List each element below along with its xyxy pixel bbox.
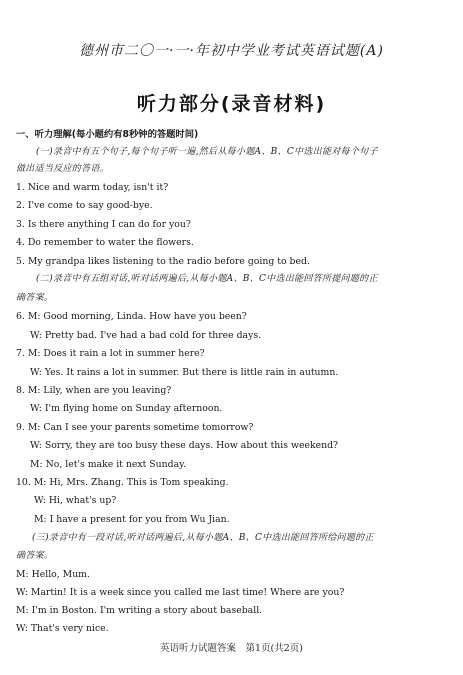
part-title: 听力部分(录音材料) <box>136 93 327 115</box>
section-heading: 一、听力理解(每小题约有8秒钟的答题时间) <box>16 129 199 140</box>
dialog-line: 7. M: Does it rain a lot in summer here? <box>16 348 205 359</box>
dialog-line: W: Martin! It is a week since you called me last time! Where are you? <box>16 587 345 598</box>
dialog-line: W: I'm flying home on Sunday afternoon. <box>30 403 223 414</box>
dialog-line: 8. M: Lily, when are you leaving? <box>16 385 172 396</box>
page-footer: 英语听力试题答案 第1页(共2页) <box>159 643 303 654</box>
question-2: 2. I've come to say good-bye. <box>16 200 153 211</box>
instruction-2-line-1: (二)录音中有五组对话,听对话两遍后,从每小题A、B、C中选出能回答所提问题的正 <box>36 274 378 284</box>
dialog-line: M: No, let's make it next Sunday. <box>30 459 187 470</box>
question-3: 3. Is there anything I can do for you? <box>16 219 191 230</box>
dialog-line: M: Hello, Mum. <box>16 569 90 580</box>
instruction-1-line-1: (一)录音中有五个句子,每个句子听一遍,然后从每小题A、B、C中选出能对每个句子 <box>36 147 378 157</box>
dialog-line: 6. M: Good morning, Linda. How have you been? <box>16 311 247 322</box>
dialog-line: W: Hi, what's up? <box>34 495 117 506</box>
dialog-line: W: Sorry, they are too busy these days. How about this weekend? <box>30 440 339 451</box>
instruction-1-line-2: 做出适当反应的答语。 <box>16 164 110 174</box>
dialog-line: M: I have a present for you from Wu Jian. <box>34 514 230 525</box>
question-4: 4. Do remember to water the flowers. <box>16 237 194 248</box>
dialog-line: W: Yes. It rains a lot in summer. But there is little rain in autumn. <box>30 367 339 378</box>
question-1: 1. Nice and warm today, isn't it? <box>16 182 169 193</box>
instruction-3-line-2: 确答案。 <box>16 551 54 561</box>
dialog-line: M: I'm in Boston. I'm writing a story about baseball. <box>16 605 263 616</box>
dialog-line: W: Pretty bad. I've had a bad cold for three days. <box>30 330 262 341</box>
question-5: 5. My grandpa likes listening to the radio before going to bed. <box>16 256 310 267</box>
dialog-line: W: That's very nice. <box>16 623 109 634</box>
instruction-3-line-1: (三)录音中有一段对话,听对话两遍后,从每小题A、B、C中选出能回答所给问题的正 <box>32 533 374 543</box>
exam-title: 德州市二〇一·一·年初中学业考试英语试题(A) <box>79 43 384 59</box>
dialog-line: 10. M: Hi, Mrs. Zhang. This is Tom speaking. <box>16 477 229 488</box>
instruction-2-line-2: 确答案。 <box>16 293 54 303</box>
dialog-line: 9. M: Can I see your parents sometime tomorrow? <box>16 422 254 433</box>
